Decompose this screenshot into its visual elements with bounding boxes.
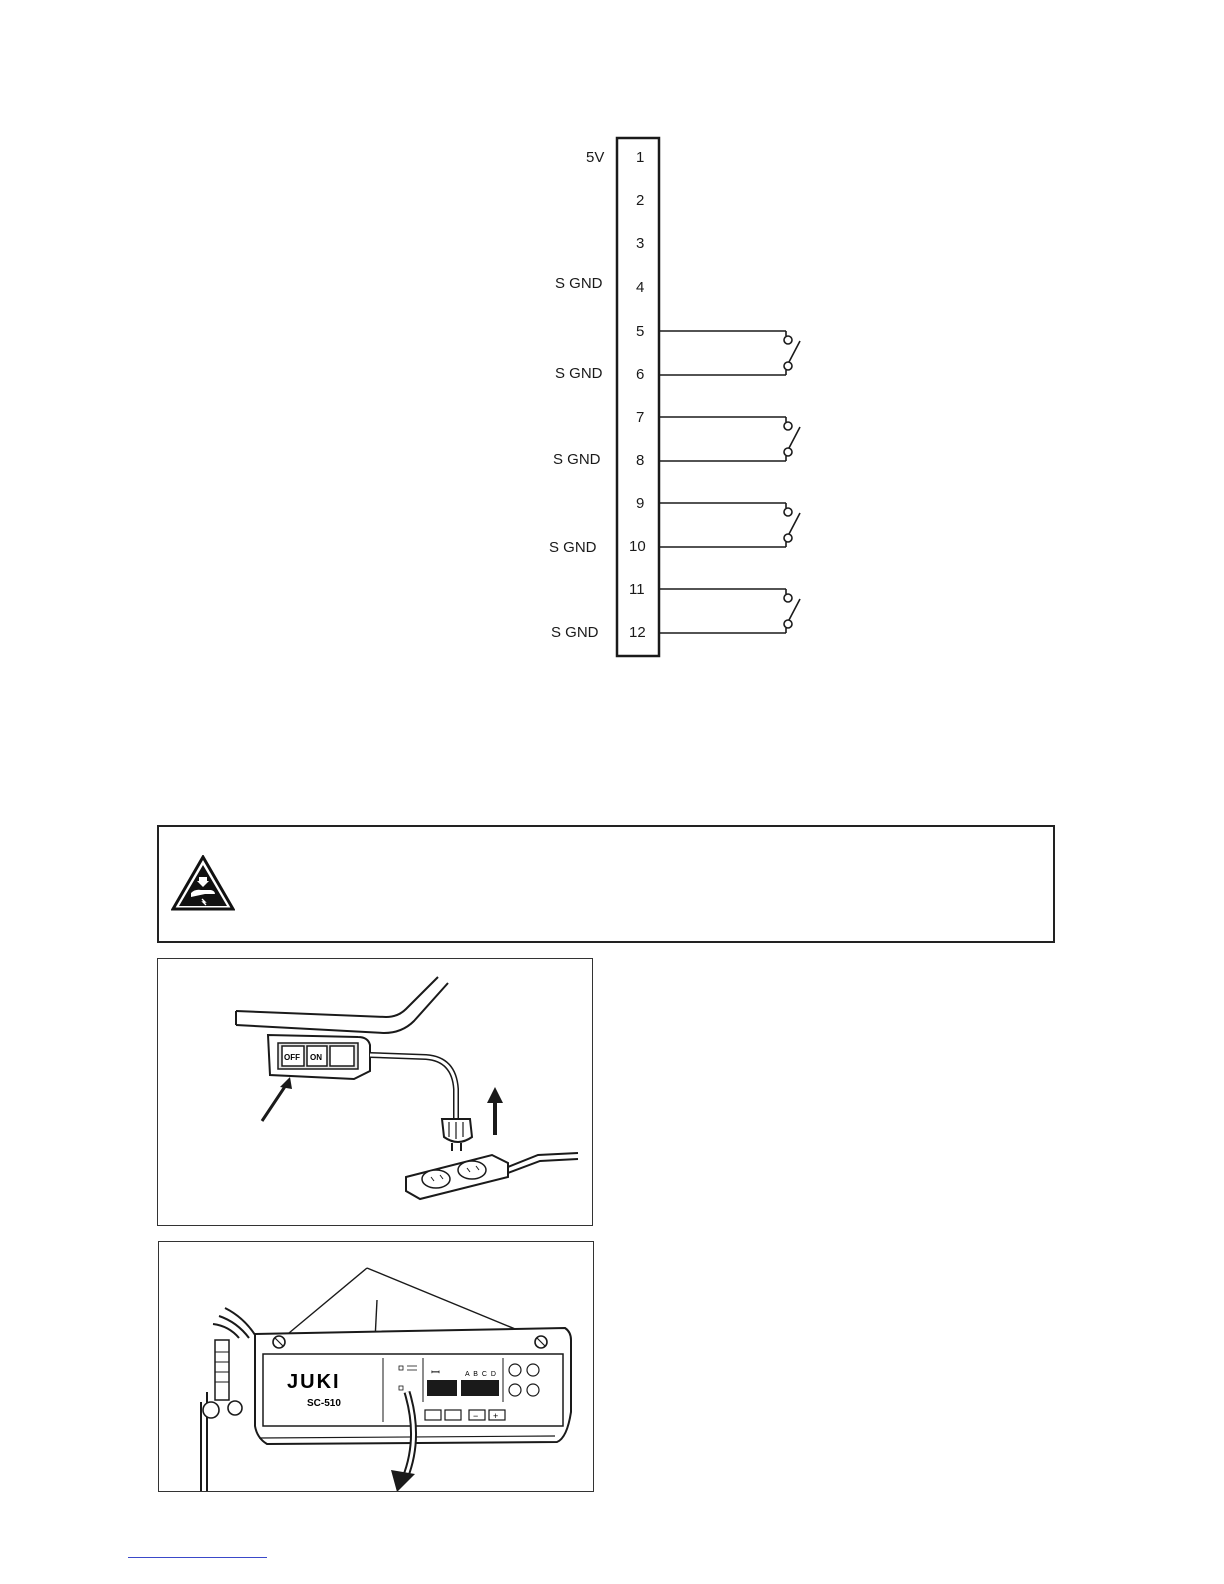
display-left: [427, 1380, 457, 1396]
round-key-2: [527, 1364, 539, 1376]
screw-leader-right: [367, 1268, 537, 1338]
key-plus-label: +: [493, 1411, 499, 1421]
display-right: [461, 1380, 499, 1396]
switch-pointer-arrow: [262, 1085, 286, 1121]
signal-sgnd-pin4: S GND: [555, 275, 603, 292]
on-switch-label: ON: [310, 1053, 322, 1062]
round-key-3: [509, 1384, 521, 1396]
power-plug-drawing: [158, 959, 593, 1226]
signal-sgnd-pin8: S GND: [553, 451, 601, 468]
pin-12-number: 12: [629, 624, 646, 641]
screw-leader-left: [283, 1268, 367, 1338]
controller-box-illustration: [158, 1241, 594, 1492]
model-label: SC-510: [307, 1398, 341, 1409]
hand-injury-warning-icon: [171, 855, 235, 911]
key-minus-label: −: [473, 1411, 479, 1421]
pin-3-number: 3: [636, 235, 645, 252]
power-switch-illustration: [157, 958, 593, 1226]
key-enter: [425, 1410, 441, 1420]
display-mode-glyph: ꟷ: [431, 1367, 440, 1379]
switch-pins-5-6: [659, 331, 800, 375]
signal-sgnd-pin10: S GND: [549, 539, 597, 556]
pin-10-number: 10: [629, 538, 646, 555]
switch-pins-9-10: [659, 503, 800, 547]
switch-pins-7-8: [659, 417, 800, 461]
signal-sgnd-pin12: S GND: [551, 624, 599, 641]
pin-7-number: 7: [636, 409, 645, 426]
pin-11-number: 11: [629, 581, 645, 598]
off-switch-label: OFF: [284, 1053, 300, 1062]
round-key-4: [527, 1384, 539, 1396]
switch-pins-11-12: [659, 589, 800, 633]
juki-logo: JUKI: [287, 1371, 341, 1393]
pin-4-number: 4: [636, 279, 645, 296]
key-down: [445, 1410, 461, 1420]
signal-sgnd-pin6: S GND: [555, 365, 603, 382]
signal-5v-label: 5V: [586, 149, 605, 166]
pin-6-number: 6: [636, 366, 645, 383]
power-plug: [442, 1119, 472, 1142]
pin-1-number: 1: [636, 149, 645, 166]
display-letters: A B C D: [465, 1371, 497, 1378]
round-key-1: [509, 1364, 521, 1376]
footer-rule: [128, 1557, 267, 1558]
warning-box: [157, 825, 1055, 943]
controller-drawing: [159, 1242, 594, 1492]
power-outlet-strip: [406, 1155, 508, 1199]
pin-2-number: 2: [636, 192, 645, 209]
pin-5-number: 5: [636, 323, 645, 340]
connector-pin-diagram: [0, 0, 1224, 700]
pin-8-number: 8: [636, 452, 645, 469]
connector-body: [617, 138, 659, 656]
pin-9-number: 9: [636, 495, 645, 512]
